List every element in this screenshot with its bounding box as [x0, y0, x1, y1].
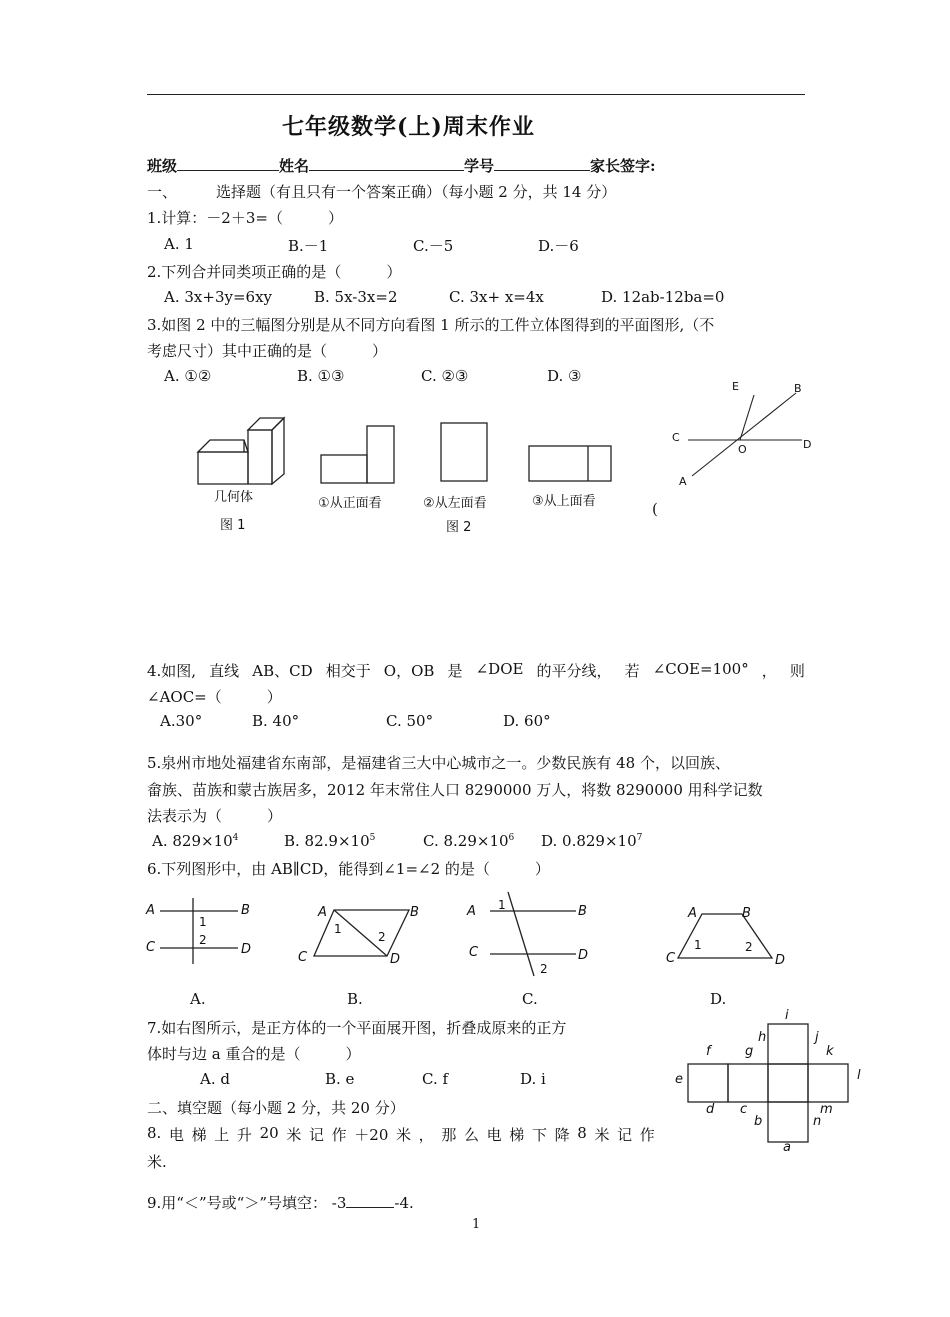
section1-number: 一、	[147, 183, 178, 201]
q8-part: 米	[396, 1126, 412, 1144]
fig-a-angle-1: 1	[199, 915, 207, 929]
net-label-n: n	[813, 1114, 822, 1129]
net-label-j: j	[815, 1030, 819, 1045]
fig-solid-caption: 几何体	[214, 490, 254, 505]
fig-a-label-b: B	[241, 903, 250, 918]
q1-stem: 1.计算：－2＋3=（ ）	[147, 209, 343, 227]
net-label-h: h	[758, 1030, 767, 1045]
q4-part: 若	[624, 662, 640, 680]
q8-part: 下	[531, 1126, 547, 1144]
q5-stem-line1: 5.泉州市地处福建省东南部，是福建省三大中心城市之一。少数民族有 48 个，以回族、	[147, 754, 730, 772]
cube-net-figure	[688, 1023, 848, 1143]
q3-option-b[interactable]: B. ①③	[297, 367, 345, 385]
fig-d-angle-1: 1	[694, 938, 702, 952]
fig-d-label-a: A	[688, 906, 697, 921]
fig-a-label-c: C	[146, 940, 156, 955]
q8-stem-line1	[147, 1124, 655, 1145]
q8-part: 梯	[191, 1126, 207, 1144]
q4-part: 是	[447, 662, 463, 680]
class-label: 班级	[147, 157, 178, 175]
q8-part: 20	[259, 1124, 279, 1142]
q6-option-a[interactable]: A.	[190, 990, 206, 1008]
q9-before: 9.用“＜”号或“＞”号填空： -3	[147, 1194, 347, 1212]
angle-figure	[680, 380, 810, 490]
fig-d-label-d: D	[775, 953, 786, 968]
net-label-l: l	[857, 1068, 861, 1083]
fig-b-label-a: A	[318, 905, 327, 920]
net-label-d: d	[706, 1102, 715, 1117]
q8-part: 梯	[509, 1126, 525, 1144]
q8-part: 上	[214, 1126, 230, 1144]
net-label-m: m	[820, 1102, 833, 1117]
q8-part: 升	[236, 1126, 252, 1144]
fig2-caption: 图 2	[446, 520, 472, 535]
section1-title: 选择题（有且只有一个答案正确）（每小题 2 分，共 14 分）	[216, 183, 617, 201]
q7-option-d[interactable]: D. i	[520, 1070, 546, 1088]
q4-part: 直线	[209, 662, 240, 680]
top-rule	[147, 94, 805, 95]
q8-part: 记	[308, 1126, 324, 1144]
label-e: E	[732, 380, 739, 393]
q8-part: 么	[463, 1126, 479, 1144]
q1-option-c[interactable]: C.－5	[413, 237, 454, 255]
fig-d-label-c: C	[666, 951, 676, 966]
q2-option-a[interactable]: A. 3x+3y=6xy	[164, 288, 273, 306]
q2-stem: 2.下列合并同类项正确的是（ ）	[147, 263, 402, 281]
label-b: B	[794, 382, 802, 395]
student-info-row	[147, 155, 656, 176]
q8-part: 作	[639, 1126, 655, 1144]
q4-stem-line2: ∠AOC=（ ）	[147, 688, 282, 706]
q6-option-b[interactable]: B.	[347, 990, 363, 1008]
q4-option-b[interactable]: B. 40°	[252, 712, 300, 730]
q4-part: 相交于	[325, 662, 371, 680]
q8-part: ＋20	[354, 1126, 389, 1144]
q6-fig-c	[480, 892, 590, 977]
q8-part: 降	[554, 1126, 570, 1144]
q1-option-a[interactable]: A. 1	[164, 235, 194, 253]
q8-part: 8.	[147, 1124, 162, 1142]
q8-part: 电	[168, 1126, 184, 1144]
net-label-a: a	[783, 1140, 791, 1155]
q7-stem-line2: 体时与边 a 重合的是（ ）	[147, 1045, 361, 1063]
q5-option-a-exp: 4	[232, 833, 239, 843]
left-view-figure	[440, 422, 490, 484]
q3-stem-line2: 考虑尺寸）其中正确的是（ ）	[147, 342, 388, 360]
q8-part: 电	[486, 1126, 502, 1144]
q5-option-c[interactable]	[423, 832, 514, 850]
q8-part: 米	[286, 1126, 302, 1144]
q5-option-d[interactable]	[541, 832, 642, 850]
q5-option-b-base: B. 82.9×10	[284, 832, 370, 850]
stray-paren: (	[652, 500, 658, 518]
fig-d-angle-2: 2	[745, 940, 753, 954]
q4-option-d[interactable]: D. 60°	[503, 712, 551, 730]
q4-part: 4.如图,	[147, 662, 197, 680]
q4-part: ∠DOE	[475, 660, 524, 678]
q6-option-d[interactable]: D.	[710, 990, 727, 1008]
q5-option-a-base: A. 829×10	[152, 832, 233, 850]
fig-c-label-a: A	[467, 904, 476, 919]
q5-option-b-exp: 5	[369, 833, 376, 843]
q5-option-c-exp: 6	[508, 833, 515, 843]
net-label-k: k	[826, 1044, 834, 1059]
q8-part: ，	[418, 1126, 434, 1144]
q6-stem: 6.下列图形中，由 AB∥CD，能得到∠1=∠2 的是（ ）	[147, 860, 550, 878]
q3-stem-line1: 3.如图 2 中的三幅图分别是从不同方向看图 1 所示的工件立体图得到的平面图形,（不	[147, 316, 715, 334]
label-o: O	[738, 443, 747, 456]
q6-fig-b	[312, 908, 412, 958]
class-blank[interactable]	[177, 156, 279, 171]
name-label: 姓名	[279, 157, 310, 175]
q9-after: -4.	[394, 1194, 414, 1212]
net-label-f: f	[706, 1044, 711, 1059]
front-view-figure	[320, 425, 400, 485]
q9-stem	[147, 1192, 414, 1213]
q3-option-c[interactable]: C. ②③	[421, 367, 469, 385]
net-label-b: b	[754, 1114, 763, 1129]
q5-option-a[interactable]	[152, 832, 238, 850]
front-view-caption: ①从正面看	[318, 496, 382, 511]
fig-b-label-c: C	[298, 950, 308, 965]
q5-option-d-base: D. 0.829×10	[541, 832, 637, 850]
q8-part: 作	[331, 1126, 347, 1144]
page-title: 七年级数学(上)周末作业	[282, 114, 535, 140]
left-view-caption: ②从左面看	[423, 496, 487, 511]
fig-c-label-c: C	[469, 945, 479, 960]
top-view-figure	[528, 445, 614, 483]
net-label-i: i	[785, 1008, 789, 1023]
fig-c-angle-2: 2	[540, 962, 548, 976]
fig-a-angle-2: 2	[199, 933, 207, 947]
q8-part: 8	[577, 1124, 587, 1142]
fig-b-label-b: B	[410, 905, 419, 920]
q4-part: ∠COE=100°	[652, 660, 749, 678]
q5-stem-line3: 法表示为（ ）	[147, 807, 283, 825]
q8-part: 记	[617, 1126, 633, 1144]
q7-option-b[interactable]: B. e	[325, 1070, 355, 1088]
id-blank[interactable]	[494, 156, 590, 171]
fig-c-label-b: B	[578, 904, 587, 919]
q7-option-c[interactable]: C. f	[422, 1070, 449, 1088]
net-label-c: c	[740, 1102, 748, 1117]
q1-option-d[interactable]: D.－6	[538, 237, 579, 255]
q7-stem-line1: 7.如右图所示，是正方体的一个平面展开图，折叠成原来的正方	[147, 1019, 567, 1037]
q2-option-d[interactable]: D. 12ab-12ba=0	[601, 288, 725, 306]
q4-part: ，	[761, 662, 777, 680]
fig-b-label-d: D	[390, 952, 401, 967]
q7-option-a[interactable]: A. d	[200, 1070, 230, 1088]
page-number: 1	[472, 1217, 481, 1232]
q2-option-b[interactable]: B. 5x-3x=2	[314, 288, 398, 306]
name-blank[interactable]	[309, 156, 464, 171]
q6-option-c[interactable]: C.	[522, 990, 538, 1008]
label-a: A	[679, 475, 687, 488]
q4-part: 则	[789, 662, 805, 680]
fig-c-angle-1: 1	[498, 898, 506, 912]
q1-option-b[interactable]: B.－1	[288, 237, 329, 255]
section2-title: 二、填空题（每小题 2 分，共 20 分）	[147, 1099, 405, 1117]
top-view-caption: ③从上面看	[532, 494, 596, 509]
fig-a-label-a: A	[146, 903, 155, 918]
q4-option-a[interactable]: A.30°	[160, 712, 203, 730]
q3-option-a[interactable]: A. ①②	[164, 367, 212, 385]
q5-option-d-exp: 7	[636, 833, 643, 843]
q3-option-d[interactable]: D. ③	[547, 367, 582, 385]
q4-option-c[interactable]: C. 50°	[386, 712, 434, 730]
q4-stem-line1	[147, 660, 805, 681]
q5-stem-line2: 畲族、苗族和蒙古族居多，2012 年末常住人口 8290000 万人，将数 8290000 用科学记数	[147, 781, 763, 799]
label-c: C	[672, 431, 680, 444]
id-label: 学号	[464, 157, 495, 175]
label-d: D	[803, 438, 812, 451]
q5-option-b[interactable]	[284, 832, 375, 850]
fig-d-label-b: B	[742, 906, 751, 921]
q8-part: 米	[594, 1126, 610, 1144]
fig-b-angle-1: 1	[334, 922, 342, 936]
fig1-caption: 图 1	[220, 518, 246, 533]
fig-a-label-d: D	[241, 942, 252, 957]
q8-part: 那	[441, 1126, 457, 1144]
q4-part: 的平分线，	[536, 662, 612, 680]
solid-figure	[190, 410, 300, 485]
fig-b-angle-2: 2	[378, 930, 386, 944]
parent-sign-label: 家长签字:	[590, 157, 656, 175]
q5-option-c-base: C. 8.29×10	[423, 832, 509, 850]
fig-c-label-d: D	[578, 948, 589, 963]
net-label-g: g	[745, 1044, 754, 1059]
q2-option-c[interactable]: C. 3x+ x=4x	[449, 288, 544, 306]
net-label-e: e	[675, 1072, 683, 1087]
q8-stem-line2: 米.	[147, 1153, 167, 1171]
q4-part: O，OB	[383, 662, 435, 680]
q4-part: AB、CD	[252, 662, 313, 680]
q9-answer-blank[interactable]	[346, 1193, 394, 1208]
